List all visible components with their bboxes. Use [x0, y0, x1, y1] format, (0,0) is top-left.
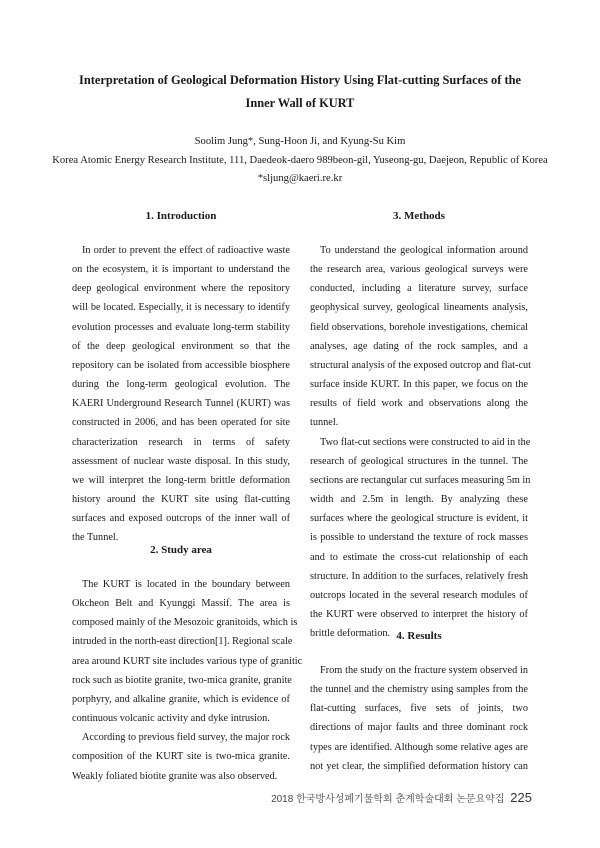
text-line: during the long-term geological evolution. The	[72, 379, 290, 391]
text-line: composition of the KURT site is two-mica granite.	[72, 751, 290, 763]
text-line: constructed in 2006, and has been operated for site	[72, 417, 290, 429]
methods-heading: 3. Methods	[393, 210, 445, 222]
text-line: surfaces where the geological structure is evident, it	[310, 513, 528, 525]
text-line: rock such as biotite granite, two-mica granite, granite	[72, 674, 292, 686]
text-line: intruded in the north-east direction[1]. Regional scale	[72, 636, 293, 648]
text-line: deep geological environment where the repository	[72, 283, 290, 295]
text-line: outcrops located in the several research modules of	[310, 589, 528, 601]
study-area-body	[72, 575, 303, 786]
text-line: is possible to understand the texture of rock masses	[310, 532, 528, 544]
text-line: types are identified. Although some relative ages are	[310, 741, 528, 753]
text-line: Weakly foliated biotite granite was also observed.	[72, 770, 278, 782]
text-line: sections are rectangular cut surfaces measuring 5m in	[310, 474, 531, 486]
text-line: on the ecosystem, it is important to understand the	[72, 264, 290, 276]
page-footer	[271, 790, 532, 805]
results-paragraph	[310, 661, 528, 776]
text-line: Okcheon Belt and Kyunggi Massif. The area is	[72, 598, 290, 610]
methods-body	[310, 241, 532, 643]
text-line: the KURT were observed to interpret the history of	[310, 608, 528, 620]
intro-body	[72, 241, 290, 548]
affiliation: Korea Atomic Energy Research Institute, 111, Daedeok-daero 989beon-gil, Yuseong-gu, Daejeon, Republic of Korea	[52, 155, 548, 166]
text-line: area around KURT site includes various type of granitic	[72, 655, 303, 667]
results-heading: 4. Results	[396, 630, 442, 642]
text-line: research of geological structures in the tunnel. The	[310, 455, 528, 467]
text-line: composed mainly of the Mesozoic granitoids, which is	[72, 617, 298, 629]
text-line: repository can be isolated from accessible biosphere	[72, 359, 290, 371]
text-line: the research area, various geological surveys were	[310, 264, 528, 276]
text-line: tunnel.	[310, 417, 339, 429]
text-line: the Tunnel.	[72, 532, 119, 544]
text-line: continuous volcanic activity and dyke intrusion.	[72, 713, 270, 725]
intro-paragraph	[72, 241, 290, 548]
text-line: porphyry, and alkaline granite, which is evidence of	[72, 693, 290, 705]
text-line: assessment of nuclear waste disposal. In this study,	[72, 455, 290, 467]
text-line: characterization research in terms of safety	[72, 436, 290, 448]
text-line: The KURT is located in the boundary between	[82, 579, 290, 590]
text-line: structural analysis of the exposed outcrop and flat-cut	[310, 359, 532, 371]
text-line: geophysical survey, geological lineaments analysis,	[310, 302, 528, 314]
text-line: analyses, age dating of the rock samples, and a	[310, 340, 528, 352]
study-area-heading: 2. Study area	[150, 544, 212, 556]
results-body	[310, 661, 528, 776]
conference-name: 2018 한국방사성폐기물학회 춘계학술대회 논문요약집	[271, 794, 505, 805]
text-line: field observations, borehole investigations, chemical	[310, 321, 528, 333]
text-line: Two flat-cut sections were constructed to aid in the	[320, 436, 531, 448]
text-line: structure. In addition to the surfaces, relatively fresh	[310, 570, 528, 582]
methods-paragraph-1	[310, 241, 532, 433]
text-line: will be located. Especially, it is necessary to identify	[72, 302, 290, 314]
text-line: directions of major faults and three dominant rock	[310, 722, 528, 734]
text-line: not yet clear, the simplified deformation history can	[310, 760, 528, 772]
text-line: width and 2.5m in length. By analyzing these	[310, 494, 528, 506]
title-line-2: Inner Wall of KURT	[245, 96, 355, 110]
text-line: results of field work and observations along the	[310, 398, 528, 410]
text-line: and to estimate the cross-cut relationship of each	[310, 551, 528, 563]
text-line: evolution processes and evaluate long-term stability	[72, 321, 290, 333]
study-paragraph-2	[72, 728, 290, 785]
text-line: KAERI Underground Research Tunnel (KURT) was	[72, 398, 290, 410]
authors: Soolim Jung*, Sung-Hoon Ji, and Kyung-Su Kim	[194, 136, 406, 147]
text-line: of the deep geological environment so that the	[72, 340, 290, 352]
page-number: 225	[510, 790, 532, 805]
text-line: From the study on the fracture system observed in	[320, 665, 528, 676]
email: *sljung@kaeri.re.kr	[257, 173, 343, 184]
text-line: history around the KURT site using flat-cutting	[72, 494, 290, 506]
intro-heading: 1. Introduction	[145, 210, 217, 222]
text-line: surfaces and exposed outcrops of the inner wall of	[72, 513, 290, 525]
text-line: flat-cutting surfaces, five sets of joints, two	[310, 703, 528, 715]
text-line: surface inside KURT. In this paper, we focus on the	[310, 379, 528, 391]
text-line: the tunnel and the chemistry using samples from the	[310, 684, 528, 696]
study-paragraph-1	[72, 575, 303, 728]
title-line-1: Interpretation of Geological Deformation History Using Flat-cutting Surfaces of the	[79, 73, 521, 87]
methods-paragraph-2	[310, 433, 531, 644]
text-line: To understand the geological information around	[320, 245, 528, 256]
text-line: conducted, including a literature survey, surface	[310, 283, 528, 295]
text-line: we will interpret the long-term brittle deformation	[72, 474, 290, 486]
text-line: According to previous field survey, the major rock	[82, 732, 291, 744]
text-line: In order to prevent the effect of radioactive waste	[82, 245, 290, 256]
text-line: brittle deformation.	[310, 628, 391, 640]
